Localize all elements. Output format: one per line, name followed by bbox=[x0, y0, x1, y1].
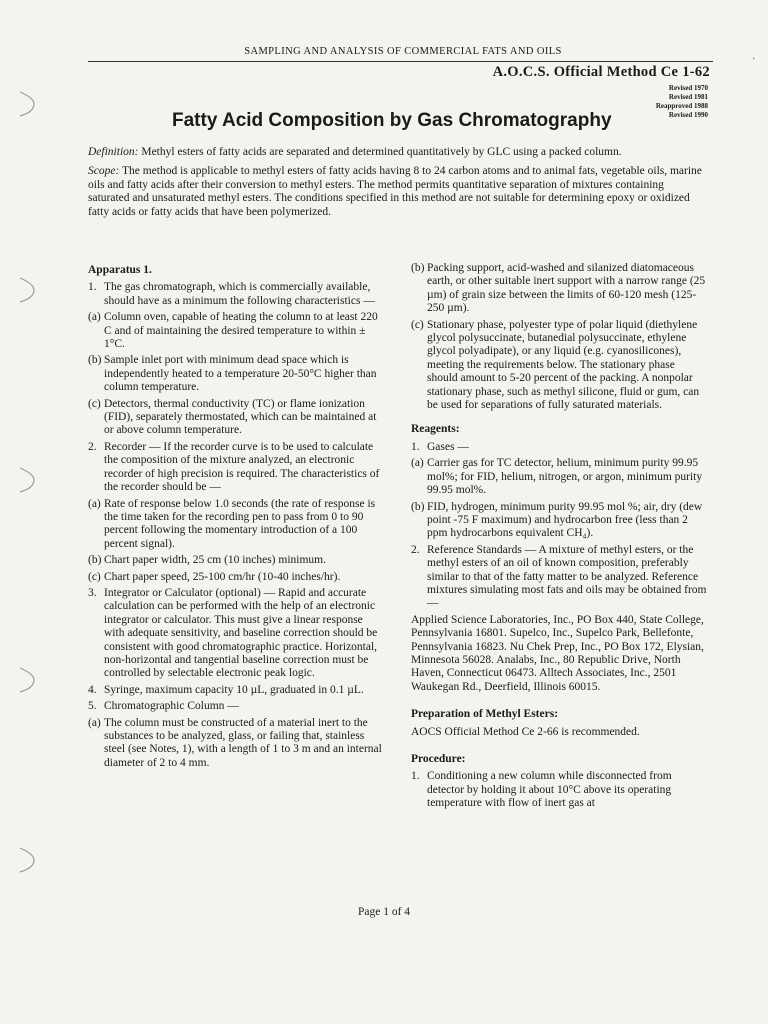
page-number: Page 1 of 4 bbox=[357, 906, 411, 918]
method-number: A.O.C.S. Official Method Ce 1-62 bbox=[492, 64, 710, 80]
punch-hole-mark bbox=[16, 846, 38, 874]
spacer bbox=[411, 415, 708, 423]
preparation-text: AOCS Official Method Ce 2-66 is recommended. bbox=[411, 725, 640, 738]
item-marker: (c) bbox=[88, 570, 101, 583]
item-marker: (a) bbox=[88, 497, 101, 510]
item-marker: (c) bbox=[88, 397, 101, 410]
list-item bbox=[88, 684, 384, 697]
list-item bbox=[88, 717, 384, 771]
list-item bbox=[88, 700, 384, 713]
item-text: Chromatographic Column — bbox=[104, 700, 239, 713]
item-text: The column must be constructed of a material inert to the substances to be analyzed, glass, or failing that, stainless steel (see Notes, 1), with a length of 1 to 3 m and an internal diameter of 2 to 4 mm. bbox=[104, 716, 382, 769]
scope-paragraph bbox=[88, 165, 708, 219]
item-marker: 1. bbox=[411, 770, 420, 783]
punch-hole-mark bbox=[16, 90, 38, 118]
item-marker: (a) bbox=[88, 716, 101, 729]
item-text: Conditioning a new column while disconnected from detector by holding it about 10°C above its operating temperature with flow of inert gas at bbox=[427, 770, 672, 810]
preparation-heading: Preparation of Methyl Esters: bbox=[411, 708, 559, 721]
revision-line: Revised 1981 bbox=[668, 93, 708, 101]
running-head: SAMPLING AND ANALYSIS OF COMMERCIAL FATS AND OILS bbox=[244, 46, 562, 57]
item-marker: (b) bbox=[88, 554, 102, 567]
punch-hole-mark bbox=[16, 466, 38, 494]
item-text: Chart paper speed, 25-100 cm/hr (10-40 inches/hr). bbox=[104, 570, 341, 583]
list-item bbox=[411, 770, 708, 810]
item-text: Chart paper width, 25 cm (10 inches) minimum. bbox=[104, 554, 326, 567]
item-text: Packing support, acid-washed and silanized diatomaceous earth, or other suitable inert support with a narrow range (25 µm) of grain size between the limits of 60-120 mesh (125-250 µm). bbox=[427, 262, 706, 315]
right-column bbox=[411, 262, 708, 814]
revision-line: Revised 1970 bbox=[668, 84, 708, 92]
item-text: Stationary phase, polyester type of polar liquid (diethylene glycol polysuccinate, butanedial polysuccinate, ethylene glycol polyadipate), or any liquid (e.g. cyanosilicones), meeting the requirements below. The stationary phase should amount to 5-20 percent of the packing. A nonpolar stationary phase, such as methyl silicone, fluid or gum, can be used for separations of fully saturated materials. bbox=[427, 318, 700, 412]
reagents-heading: Reagents: bbox=[411, 423, 460, 436]
spacer bbox=[411, 745, 708, 753]
list-item bbox=[411, 544, 708, 611]
item-text: Sample inlet port with minimum dead space which is independently heated to a temperature 20-50°C higher than column temperature. bbox=[104, 354, 377, 394]
punch-hole-mark bbox=[16, 666, 38, 694]
header-rule bbox=[88, 61, 713, 62]
list-item bbox=[88, 398, 384, 438]
item-text: Reference Standards — A mixture of methyl esters, or the methyl esters of an oil of known composition, preferably similar to that of the fatty matter to be analyzed. Reference mixtures simulating most fats and oils may be obtained from — bbox=[427, 543, 707, 610]
item-marker: 1. bbox=[88, 281, 97, 294]
item-marker: 4. bbox=[88, 683, 97, 696]
item-marker: 1. bbox=[411, 440, 420, 453]
item-marker: (c) bbox=[411, 318, 424, 331]
item-marker: (b) bbox=[88, 354, 102, 367]
revision-history bbox=[656, 84, 708, 120]
item-text: FID, hydrogen, minimum purity 99.95 mol %; air, dry (dew point -75 F maximum) and hydrocarbon free (less than 2 ppm hydrocarbons equivalent CH₄). bbox=[427, 500, 703, 540]
item-text: Recorder — If the recorder curve is to be used to calculate the composition of the mixture analyzed, an electronic recorder of high precision is required. The characteristics of the recorder should be — bbox=[104, 440, 380, 494]
list-item bbox=[88, 571, 384, 584]
list-item bbox=[411, 457, 708, 497]
item-text: Carrier gas for TC detector, helium, minimum purity 99.95 mol%; for FID, helium, nitrogen, or argon, minimum purity 99.95 mol%. bbox=[427, 457, 703, 497]
list-item bbox=[411, 501, 708, 541]
list-item bbox=[88, 281, 384, 308]
punch-hole-mark bbox=[16, 276, 38, 304]
item-text: The gas chromatograph, which is commercially available, should have as a minimum the following characteristics — bbox=[104, 281, 375, 307]
list-item bbox=[411, 262, 708, 316]
list-item bbox=[411, 319, 708, 413]
supplier-list: Applied Science Laboratories, Inc., PO Box 440, State College, Pennsylvania 16801. Supelco, Inc., Supelco Park, Bellefonte, Pennsylvania 16823. Nu Chek Prep, Inc., PO Box 172, Elysian, Minnesota 56028. Analabs, Inc., 80 Republic Drive, North Haven, Connecticut 06473. Alltech Associates, Inc., 2501 Waukegan Rd., Deerfield, Illinois 60015. bbox=[411, 613, 704, 693]
item-marker: 5. bbox=[88, 700, 97, 713]
item-text: Rate of response below 1.0 seconds (the rate of response is the time taken for the recording pen to pass from 0 to 90 percent following the momentary introduction of a 100 percent signal). bbox=[104, 497, 376, 550]
item-marker: 3. bbox=[88, 586, 97, 599]
procedure-heading: Procedure: bbox=[411, 753, 466, 765]
apparatus-heading: Apparatus 1. bbox=[88, 264, 152, 276]
scope-text: The method is applicable to methyl esters of fatty acids having 8 to 24 carbon atoms and to animal fats, vegetable oils, marine oils and fatty acids after their conversion to methyl esters. The method permits quantitative separation of mixtures containing saturated and unsaturated methyl esters. The conditions specified in this method are not suitable for determining epoxy or oxidized fatty acids or fatty acids that have been polymerized. bbox=[88, 165, 702, 218]
item-text: Integrator or Calculator (optional) — Rapid and accurate calculation can be performed with the help of an electronic integrator or calculator. This must give a linear response with adequate sensitivity, and baseline correction should be consistent with good chromatographic practice. Horizontal, non-horizontal and tangential baseline correction must be controlled by selectable electronic peak logic. bbox=[104, 586, 378, 680]
item-text: Column oven, capable of heating the column to at least 220 C and of maintaining the desired temperature to within ± 1°C. bbox=[104, 311, 378, 351]
left-column bbox=[88, 264, 384, 773]
intro-section bbox=[88, 146, 708, 225]
list-item bbox=[88, 354, 384, 394]
item-text: Gases — bbox=[427, 440, 469, 453]
spacer bbox=[411, 700, 708, 708]
definition-label: Definition: bbox=[88, 146, 139, 158]
item-marker: (a) bbox=[88, 311, 101, 324]
definition-text: Methyl esters of fatty acids are separated and determined quantitatively by GLC using a packed column. bbox=[141, 146, 622, 158]
list-item bbox=[411, 441, 708, 454]
item-marker: (b) bbox=[411, 500, 425, 513]
list-item bbox=[88, 587, 384, 681]
item-marker: (a) bbox=[411, 457, 424, 470]
list-item bbox=[88, 554, 384, 567]
edge-mark: · bbox=[752, 54, 756, 65]
list-item bbox=[88, 311, 384, 351]
item-text: Detectors, thermal conductivity (TC) or flame ionization (FID), separately thermostated, which can be maintained at or above column temperature. bbox=[104, 397, 377, 437]
item-marker: 2. bbox=[411, 543, 420, 556]
list-item bbox=[88, 441, 384, 495]
item-marker: (b) bbox=[411, 262, 425, 274]
revision-line: Revised 1990 bbox=[668, 111, 708, 119]
scope-label: Scope: bbox=[88, 165, 120, 178]
item-text: Syringe, maximum capacity 10 µL, graduated in 0.1 µL. bbox=[104, 683, 364, 696]
revision-line: Reapproved 1988 bbox=[655, 102, 708, 110]
list-item bbox=[88, 498, 384, 552]
definition-paragraph bbox=[88, 146, 708, 159]
document-title: Fatty Acid Composition by Gas Chromatography bbox=[172, 110, 612, 131]
item-marker: 2. bbox=[88, 440, 97, 453]
